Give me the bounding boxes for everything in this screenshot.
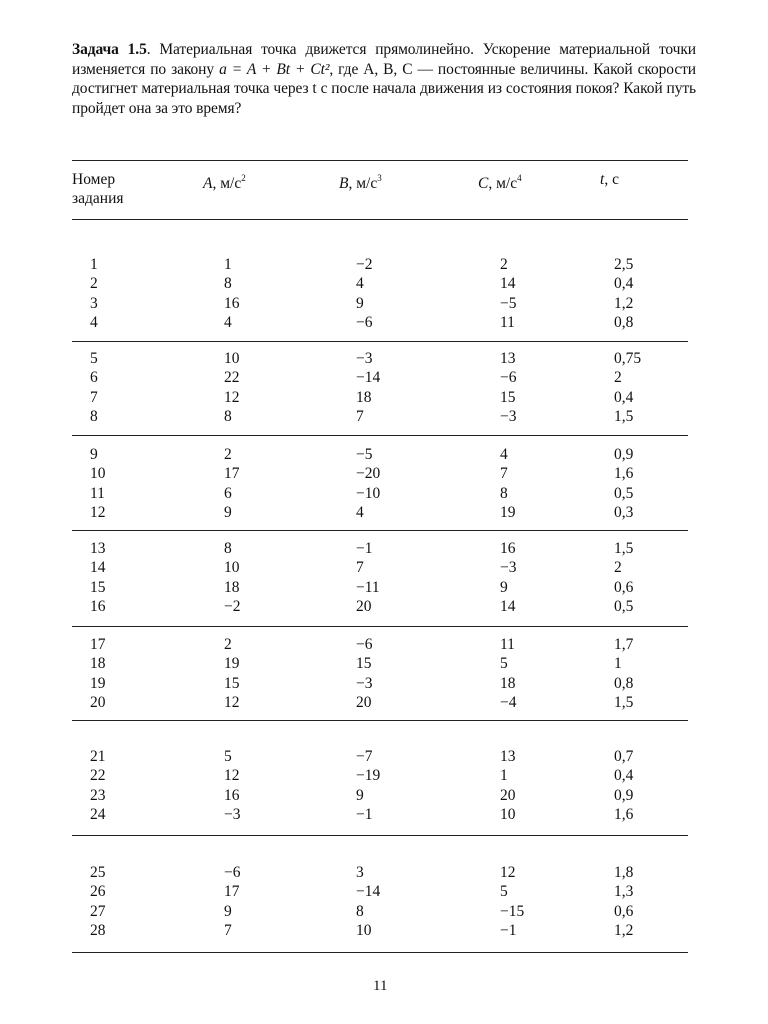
- cell-task-number: 13: [90, 540, 106, 557]
- cell-b: 7: [356, 559, 364, 577]
- cell-a: 1: [224, 256, 232, 273]
- cell-c: −4: [500, 693, 517, 711]
- cell-c: 19: [500, 503, 516, 521]
- cell-c: 16: [500, 540, 516, 557]
- cell-b: −10: [356, 484, 381, 502]
- cell-task-number: 10: [90, 465, 106, 483]
- cell-c: 14: [500, 597, 516, 615]
- cell-t: 1,2: [614, 921, 634, 939]
- cell-a: 17: [224, 465, 240, 483]
- cell-a: 16: [224, 786, 240, 804]
- cell-b: −14: [356, 369, 381, 387]
- cell-b: 4: [356, 503, 364, 521]
- cell-a: 5: [224, 748, 232, 765]
- cell-t: 0,4: [614, 767, 634, 785]
- cell-task-number: 27: [90, 902, 106, 920]
- header-task-number: Номер задания: [72, 171, 124, 207]
- cell-t: 0,3: [614, 503, 634, 521]
- cell-a: 2: [224, 446, 232, 463]
- cell-t: 0,4: [614, 275, 634, 293]
- group-separator: [72, 720, 688, 721]
- cell-task-number: 18: [90, 655, 106, 673]
- cell-t: 1: [614, 655, 622, 673]
- cell-t: 0,8: [614, 313, 634, 331]
- cell-task-number: 16: [90, 597, 106, 615]
- header-t: t, с: [600, 171, 619, 188]
- cell-t: 0,5: [614, 597, 634, 615]
- cell-a: 16: [224, 294, 240, 312]
- cell-c: 9: [500, 578, 508, 596]
- cell-t: 1,5: [614, 693, 634, 711]
- cell-a: −2: [224, 597, 241, 615]
- cell-task-number: 11: [90, 484, 105, 502]
- cell-b: 9: [356, 786, 364, 804]
- problem-statement: [72, 40, 696, 118]
- cell-task-number: 19: [90, 674, 106, 692]
- cell-t: 1,2: [614, 294, 634, 312]
- problem-text-before: . Материальная точка движется прямолинейно. Ускорение материальной точки изменяется по закону: [72, 41, 696, 78]
- cell-a: 9: [224, 503, 232, 521]
- cell-b: −14: [356, 883, 381, 901]
- cell-a: 12: [224, 693, 240, 711]
- cell-b: −6: [356, 313, 373, 331]
- cell-task-number: 20: [90, 693, 106, 711]
- cell-a: 12: [224, 767, 240, 785]
- cell-b: 7: [356, 407, 364, 425]
- cell-task-number: 24: [90, 805, 106, 823]
- cell-task-number: 28: [90, 921, 106, 939]
- cell-task-number: 17: [90, 636, 106, 653]
- cell-c: 11: [500, 313, 515, 331]
- cell-a: −3: [224, 805, 241, 823]
- cell-t: 2: [614, 369, 622, 387]
- cell-a: 7: [224, 921, 232, 939]
- cell-a: 4: [224, 313, 232, 331]
- cell-c: −1: [500, 921, 517, 939]
- header-c: C, $м/с^4$: [478, 173, 522, 193]
- cell-t: 0,6: [614, 578, 634, 596]
- cell-c: 20: [500, 786, 516, 804]
- cell-b: 8: [356, 902, 364, 920]
- cell-b: −2: [356, 256, 373, 273]
- cell-a: 8: [224, 275, 232, 293]
- header-a: A, $м/с^2$: [203, 173, 246, 193]
- cell-t: 2,5: [614, 256, 634, 273]
- cell-b: 18: [356, 388, 372, 406]
- cell-a: 8: [224, 540, 232, 557]
- cell-b: −20: [356, 465, 381, 483]
- cell-t: 1,6: [614, 805, 634, 823]
- group-separator: [72, 530, 688, 531]
- cell-t: 1,6: [614, 465, 634, 483]
- cell-c: 7: [500, 465, 508, 483]
- cell-b: −1: [356, 540, 373, 557]
- cell-c: 18: [500, 674, 516, 692]
- cell-task-number: 25: [90, 864, 106, 881]
- cell-task-number: 8: [90, 407, 98, 425]
- cell-c: 10: [500, 805, 516, 823]
- cell-c: −5: [500, 294, 517, 312]
- cell-task-number: 2: [90, 275, 98, 293]
- cell-a: 6: [224, 484, 232, 502]
- cell-b: −5: [356, 446, 373, 463]
- cell-a: 17: [224, 883, 240, 901]
- cell-c: 13: [500, 748, 516, 765]
- cell-task-number: 15: [90, 578, 106, 596]
- group-separator: [72, 952, 688, 953]
- cell-c: −3: [500, 559, 517, 577]
- cell-b: 20: [356, 597, 372, 615]
- cell-t: 0,4: [614, 388, 634, 406]
- cell-c: 5: [500, 655, 508, 673]
- cell-task-number: 22: [90, 767, 106, 785]
- cell-b: −1: [356, 805, 373, 823]
- cell-a: 18: [224, 578, 240, 596]
- cell-t: 0,75: [614, 350, 642, 367]
- cell-b: 10: [356, 921, 372, 939]
- group-separator: [72, 626, 688, 627]
- cell-task-number: 12: [90, 503, 106, 521]
- cell-t: 0,9: [614, 786, 634, 804]
- cell-a: −6: [224, 864, 241, 881]
- cell-c: 2: [500, 256, 508, 273]
- cell-c: −3: [500, 407, 517, 425]
- cell-b: −11: [356, 578, 380, 596]
- cell-c: 14: [500, 275, 516, 293]
- cell-task-number: 6: [90, 369, 98, 387]
- cell-task-number: 3: [90, 294, 98, 312]
- cell-c: 15: [500, 388, 516, 406]
- cell-b: 3: [356, 864, 364, 881]
- cell-a: 12: [224, 388, 240, 406]
- cell-a: 9: [224, 902, 232, 920]
- cell-a: 10: [224, 350, 240, 367]
- problem-title: Задача 1.5: [72, 41, 147, 58]
- page-number: 11: [373, 978, 388, 994]
- group-separator: [72, 435, 688, 436]
- cell-task-number: 26: [90, 883, 106, 901]
- cell-c: 12: [500, 864, 516, 881]
- cell-task-number: 9: [90, 446, 98, 463]
- cell-c: −6: [500, 369, 517, 387]
- cell-a: 8: [224, 407, 232, 425]
- cell-b: −6: [356, 636, 373, 653]
- cell-task-number: 7: [90, 388, 98, 406]
- cell-t: 1,5: [614, 407, 634, 425]
- header-b: B, $м/с^3$: [339, 173, 382, 193]
- cell-b: 15: [356, 655, 372, 673]
- group-separator: [72, 835, 688, 836]
- cell-t: 0,9: [614, 446, 634, 463]
- cell-t: 1,5: [614, 540, 634, 557]
- cell-t: 0,8: [614, 674, 634, 692]
- cell-b: 20: [356, 693, 372, 711]
- cell-c: 5: [500, 883, 508, 901]
- problem-text-after: , где A, B, C — постоянные величины. Какой скорости достигнет материальная точка через t с после начала движения из состояния покоя? Какой путь пройдет она за это время?: [72, 60, 696, 117]
- cell-task-number: 23: [90, 786, 106, 804]
- cell-task-number: 1: [90, 256, 98, 273]
- cell-task-number: 21: [90, 748, 106, 765]
- cell-b: −19: [356, 767, 381, 785]
- problem-formula: a = A + Bt + Ct²: [219, 60, 330, 78]
- cell-a: 10: [224, 559, 240, 577]
- group-separator: [72, 341, 688, 342]
- cell-task-number: 14: [90, 559, 106, 577]
- cell-b: −3: [356, 350, 373, 367]
- cell-c: 13: [500, 350, 516, 367]
- cell-t: 1,3: [614, 883, 634, 901]
- cell-c: 4: [500, 446, 508, 463]
- cell-a: 22: [224, 369, 240, 387]
- cell-t: 0,6: [614, 902, 634, 920]
- cell-a: 2: [224, 636, 232, 653]
- cell-c: 8: [500, 484, 508, 502]
- cell-c: −15: [500, 902, 525, 920]
- cell-a: 15: [224, 674, 240, 692]
- cell-t: 1,8: [614, 864, 634, 881]
- cell-c: 11: [500, 636, 515, 653]
- cell-c: 1: [500, 767, 508, 785]
- cell-t: 0,5: [614, 484, 634, 502]
- cell-b: −7: [356, 748, 373, 765]
- cell-a: 19: [224, 655, 240, 673]
- cell-task-number: 5: [90, 350, 98, 367]
- cell-t: 0,7: [614, 748, 634, 765]
- table-top-rule: [72, 160, 688, 161]
- cell-t: 2: [614, 559, 622, 577]
- cell-b: −3: [356, 674, 373, 692]
- cell-task-number: 4: [90, 313, 98, 331]
- table-header-rule: [72, 219, 688, 220]
- cell-b: 9: [356, 294, 364, 312]
- cell-b: 4: [356, 275, 364, 293]
- cell-t: 1,7: [614, 636, 634, 653]
